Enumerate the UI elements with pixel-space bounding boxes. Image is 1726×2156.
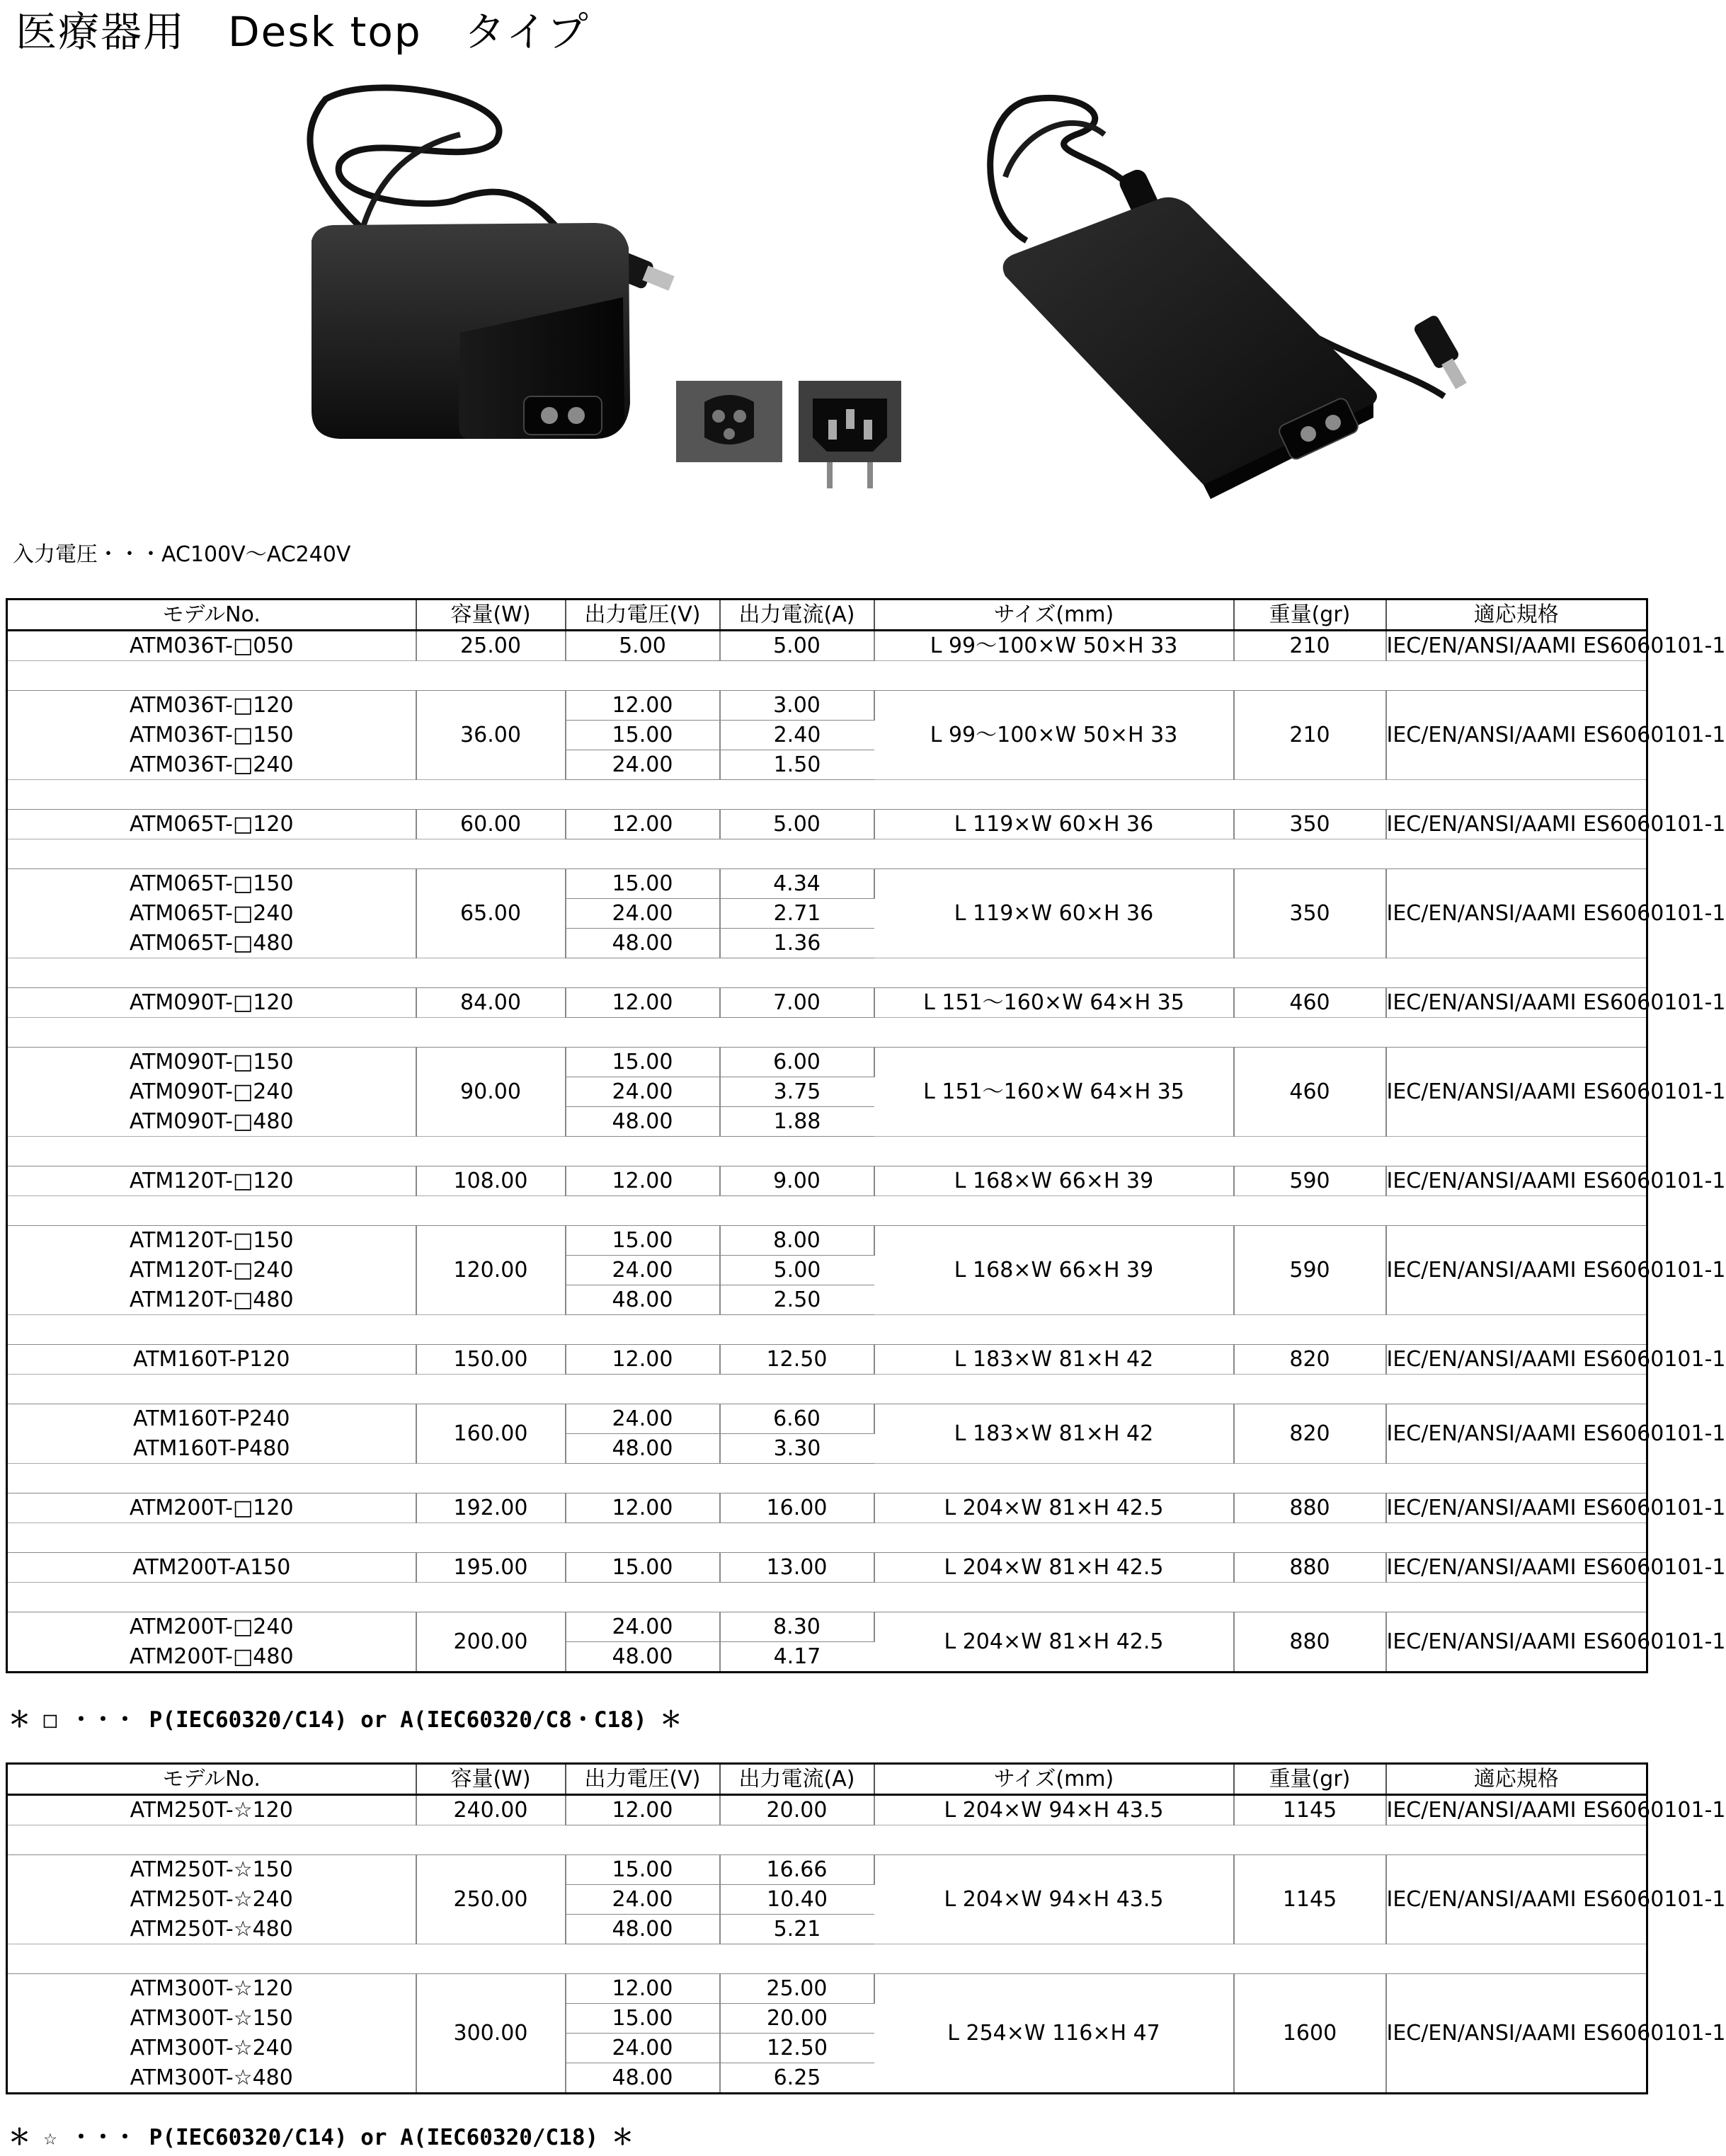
model-cell: ATM250T-☆240 (7, 1885, 416, 1915)
voltage-cell: 5.00 (566, 631, 720, 661)
current-cell: 4.34 (720, 869, 874, 899)
size-cell: L 168×W 66×H 39 (874, 1226, 1234, 1315)
capacity-cell: 160.00 (416, 1404, 566, 1464)
capacity-cell: 195.00 (416, 1553, 566, 1583)
spacer-row (7, 1196, 1647, 1226)
voltage-cell: 12.00 (566, 1795, 720, 1825)
header-model: モデルNo. (7, 600, 416, 631)
adapter-photo-small (290, 85, 729, 481)
capacity-cell: 120.00 (416, 1226, 566, 1315)
standard-cell: IEC/EN/ANSI/AAMI ES6060101-1 (1386, 1855, 1647, 1944)
standard-cell: IEC/EN/ANSI/AAMI ES6060101-1 (1386, 988, 1647, 1018)
size-cell: L 204×W 94×H 43.5 (874, 1855, 1234, 1944)
weight-cell: 590 (1234, 1226, 1386, 1315)
model-cell: ATM090T-□480 (7, 1107, 416, 1137)
voltage-cell: 12.00 (566, 810, 720, 839)
voltage-cell: 48.00 (566, 1285, 720, 1315)
spec-table-1 (6, 598, 1726, 1673)
current-cell: 8.30 (720, 1612, 874, 1642)
weight-cell: 350 (1234, 810, 1386, 839)
weight-cell: 880 (1234, 1612, 1386, 1673)
table-header-row (7, 1764, 1647, 1795)
voltage-cell: 48.00 (566, 929, 720, 958)
model-cell: ATM120T-□240 (7, 1256, 416, 1285)
current-cell: 12.50 (720, 2034, 874, 2063)
voltage-cell: 12.00 (566, 1166, 720, 1196)
model-cell: ATM120T-□150 (7, 1226, 416, 1256)
model-cell: ATM160T-P480 (7, 1434, 416, 1464)
current-cell: 7.00 (720, 988, 874, 1018)
voltage-cell: 24.00 (566, 750, 720, 780)
table-row (7, 1493, 1647, 1523)
model-cell: ATM065T-□480 (7, 929, 416, 958)
model-cell: ATM200T-□240 (7, 1612, 416, 1642)
table-row (7, 1226, 1647, 1256)
header-capacity: 容量(W) (416, 1764, 566, 1795)
model-cell: ATM036T-□150 (7, 721, 416, 750)
table-row (7, 1795, 1647, 1825)
model-cell: ATM300T-☆150 (7, 2004, 416, 2034)
size-cell: L 183×W 81×H 42 (874, 1345, 1234, 1375)
weight-cell: 350 (1234, 869, 1386, 958)
spacer-row (7, 661, 1647, 691)
voltage-cell: 24.00 (566, 1077, 720, 1107)
capacity-cell: 250.00 (416, 1855, 566, 1944)
current-cell: 3.00 (720, 691, 874, 721)
voltage-cell: 12.00 (566, 1974, 720, 2004)
current-cell: 2.50 (720, 1285, 874, 1315)
capacity-cell: 65.00 (416, 869, 566, 958)
model-cell: ATM036T-□050 (7, 631, 416, 661)
voltage-cell: 48.00 (566, 1642, 720, 1673)
current-cell: 1.88 (720, 1107, 874, 1137)
size-cell: L 119×W 60×H 36 (874, 869, 1234, 958)
capacity-cell: 240.00 (416, 1795, 566, 1825)
voltage-cell: 15.00 (566, 1855, 720, 1885)
voltage-cell: 24.00 (566, 899, 720, 929)
voltage-cell: 48.00 (566, 1107, 720, 1137)
standard-cell: IEC/EN/ANSI/AAMI ES6060101-1 (1386, 1166, 1647, 1196)
current-cell: 3.30 (720, 1434, 874, 1464)
table-row (7, 988, 1647, 1018)
spacer-row (7, 780, 1647, 810)
spacer-row (7, 1523, 1647, 1553)
voltage-cell: 48.00 (566, 1915, 720, 1944)
table-header-row (7, 600, 1647, 631)
voltage-cell: 15.00 (566, 2004, 720, 2034)
capacity-cell: 200.00 (416, 1612, 566, 1673)
current-cell: 4.17 (720, 1642, 874, 1673)
model-cell: ATM160T-P120 (7, 1345, 416, 1375)
current-cell: 16.66 (720, 1855, 874, 1885)
standard-cell: IEC/EN/ANSI/AAMI ES6060101-1 (1386, 1798, 1726, 1823)
model-cell: ATM090T-□240 (7, 1077, 416, 1107)
size-cell: L 204×W 81×H 42.5 (874, 1612, 1234, 1673)
voltage-cell: 24.00 (566, 1885, 720, 1915)
weight-cell: 820 (1234, 1404, 1386, 1464)
weight-cell: 1145 (1234, 1855, 1386, 1944)
spacer-row (7, 1375, 1647, 1404)
current-cell: 8.00 (720, 1226, 874, 1256)
current-cell: 20.00 (720, 2004, 874, 2034)
model-cell: ATM065T-□240 (7, 899, 416, 929)
capacity-cell: 192.00 (416, 1493, 566, 1523)
model-cell: ATM036T-□240 (7, 750, 416, 780)
size-cell: L 99～100×W 50×H 33 (874, 631, 1234, 661)
size-cell: L 254×W 116×H 47 (874, 1974, 1234, 2094)
model-cell: ATM250T-☆120 (7, 1795, 416, 1825)
capacity-cell: 108.00 (416, 1166, 566, 1196)
weight-cell: 1145 (1234, 1795, 1386, 1825)
standard-cell: IEC/EN/ANSI/AAMI ES6060101-1 (1386, 1048, 1647, 1137)
model-cell: ATM120T-□120 (7, 1166, 416, 1196)
model-cell: ATM036T-□120 (7, 691, 416, 721)
spacer-row (7, 1137, 1647, 1166)
spacer-row (7, 1825, 1647, 1855)
current-cell: 16.00 (720, 1493, 874, 1523)
size-cell: L 119×W 60×H 36 (874, 810, 1234, 839)
voltage-cell: 24.00 (566, 1612, 720, 1642)
table-row (7, 631, 1647, 661)
table-row (7, 810, 1647, 839)
spacer-row (7, 1018, 1647, 1048)
weight-cell: 210 (1234, 631, 1386, 661)
model-cell: ATM300T-☆120 (7, 1974, 416, 2004)
table-row (7, 1048, 1647, 1077)
header-weight: 重量(gr) (1234, 1764, 1386, 1795)
capacity-cell: 300.00 (416, 1974, 566, 2094)
model-cell: ATM160T-P240 (7, 1404, 416, 1434)
current-cell: 1.50 (720, 750, 874, 780)
capacity-cell: 36.00 (416, 691, 566, 780)
header-model: モデルNo. (7, 1764, 416, 1795)
page-title: 医療器用 Desk top タイプ (16, 8, 590, 56)
current-cell: 2.71 (720, 899, 874, 929)
size-cell: L 204×W 81×H 42.5 (874, 1493, 1234, 1523)
standard-cell: IEC/EN/ANSI/AAMI ES6060101-1 (1386, 1345, 1647, 1375)
voltage-cell: 48.00 (566, 2063, 720, 2094)
voltage-cell: 15.00 (566, 869, 720, 899)
size-cell: L 168×W 66×H 39 (874, 1166, 1234, 1196)
input-voltage-note: 入力電圧・・・AC100V～AC240V (13, 542, 351, 567)
table-row (7, 1166, 1647, 1196)
voltage-cell: 15.00 (566, 721, 720, 750)
header-output-voltage: 出力電圧(V) (566, 1764, 720, 1795)
capacity-cell: 25.00 (416, 631, 566, 661)
current-cell: 6.00 (720, 1048, 874, 1077)
capacity-cell: 60.00 (416, 810, 566, 839)
spacer-row (7, 839, 1647, 869)
table-row (7, 1974, 1647, 2004)
voltage-cell: 15.00 (566, 1048, 720, 1077)
capacity-cell: 150.00 (416, 1345, 566, 1375)
table-row (7, 1345, 1647, 1375)
standard-cell: IEC/EN/ANSI/AAMI ES6060101-1 (1386, 691, 1647, 780)
voltage-cell: 15.00 (566, 1553, 720, 1583)
current-cell: 13.00 (720, 1553, 874, 1583)
table-row (7, 1612, 1647, 1642)
spec-table-2 (6, 1762, 1726, 2094)
connector-c14-photo (799, 381, 901, 488)
current-cell: 12.50 (720, 1345, 874, 1375)
standard-cell: IEC/EN/ANSI/AAMI ES6060101-1 (1386, 1553, 1647, 1583)
adapter-photo-large (977, 92, 1501, 503)
model-cell: ATM300T-☆240 (7, 2034, 416, 2063)
spacer-row (7, 958, 1647, 988)
current-cell: 2.40 (720, 721, 874, 750)
header-size: サイズ(mm) (874, 1764, 1234, 1795)
model-cell: ATM200T-□480 (7, 1642, 416, 1673)
header-output-current: 出力電流(A) (720, 1764, 874, 1795)
weight-cell: 820 (1234, 1345, 1386, 1375)
standard-cell: IEC/EN/ANSI/AAMI ES6060101-1 (1386, 1404, 1647, 1464)
model-cell: ATM090T-□120 (7, 988, 416, 1018)
model-cell: ATM300T-☆480 (7, 2063, 416, 2094)
weight-cell: 210 (1234, 691, 1386, 780)
current-cell: 6.60 (720, 1404, 874, 1434)
header-weight: 重量(gr) (1234, 600, 1386, 631)
voltage-cell: 12.00 (566, 1345, 720, 1375)
weight-cell: 880 (1234, 1493, 1386, 1523)
current-cell: 9.00 (720, 1166, 874, 1196)
model-cell: ATM200T-□120 (7, 1493, 416, 1523)
header-standard: 適応規格 (1386, 1764, 1647, 1795)
table-row (7, 1404, 1647, 1434)
model-cell: ATM090T-□150 (7, 1048, 416, 1077)
weight-cell: 460 (1234, 1048, 1386, 1137)
current-cell: 5.21 (720, 1915, 874, 1944)
current-cell: 1.36 (720, 929, 874, 958)
standard-cell: IEC/EN/ANSI/AAMI ES6060101-1 (1386, 869, 1647, 958)
model-cell: ATM120T-□480 (7, 1285, 416, 1315)
weight-cell: 460 (1234, 988, 1386, 1018)
current-cell: 5.00 (720, 810, 874, 839)
standard-cell: IEC/EN/ANSI/AAMI ES6060101-1 (1386, 1974, 1647, 2094)
voltage-cell: 15.00 (566, 1226, 720, 1256)
size-cell: L 99～100×W 50×H 33 (874, 691, 1234, 780)
voltage-cell: 12.00 (566, 988, 720, 1018)
model-cell: ATM200T-A150 (7, 1553, 416, 1583)
weight-cell: 590 (1234, 1166, 1386, 1196)
voltage-cell: 24.00 (566, 1256, 720, 1285)
model-cell: ATM065T-□150 (7, 869, 416, 899)
table-row (7, 1855, 1647, 1885)
header-size: サイズ(mm) (874, 600, 1234, 631)
header-capacity: 容量(W) (416, 600, 566, 631)
capacity-cell: 90.00 (416, 1048, 566, 1137)
table-row (7, 1553, 1647, 1583)
header-standard: 適応規格 (1386, 600, 1647, 631)
connector-footnote-2: ＊ ☆ ・・・ P(IEC60320/C14) or A(IEC60320/C18) ＊ (8, 2125, 634, 2150)
table-row (7, 691, 1647, 721)
standard-cell: IEC/EN/ANSI/AAMI ES6060101-1 (1386, 1493, 1647, 1523)
current-cell: 25.00 (720, 1974, 874, 2004)
standard-cell: IEC/EN/ANSI/AAMI ES6060101-1 (1386, 1612, 1647, 1673)
current-cell: 5.00 (720, 631, 874, 661)
spacer-row (7, 1583, 1647, 1612)
table-row (7, 869, 1647, 899)
voltage-cell: 24.00 (566, 2034, 720, 2063)
size-cell: L 183×W 81×H 42 (874, 1404, 1234, 1464)
standard-cell: IEC/EN/ANSI/AAMI ES6060101-1 (1386, 1226, 1647, 1315)
size-cell: L 204×W 94×H 43.5 (874, 1795, 1234, 1825)
spacer-row (7, 1315, 1647, 1345)
voltage-cell: 48.00 (566, 1434, 720, 1464)
connector-footnote-1: ＊ □ ・・・ P(IEC60320/C14) or A(IEC60320/C8・C18) ＊ (8, 1707, 682, 1733)
weight-cell: 1600 (1234, 1974, 1386, 2094)
current-cell: 3.75 (720, 1077, 874, 1107)
current-cell: 10.40 (720, 1885, 874, 1915)
voltage-cell: 12.00 (566, 691, 720, 721)
current-cell: 20.00 (720, 1795, 874, 1825)
capacity-cell: 84.00 (416, 988, 566, 1018)
model-cell: ATM250T-☆480 (7, 1915, 416, 1944)
standard-cell: IEC/EN/ANSI/AAMI ES6060101-1 (1386, 810, 1647, 839)
voltage-cell: 12.00 (566, 1493, 720, 1523)
size-cell: L 151～160×W 64×H 35 (874, 1048, 1234, 1137)
model-cell: ATM250T-☆150 (7, 1855, 416, 1885)
weight-cell: 880 (1234, 1553, 1386, 1583)
header-output-voltage: 出力電圧(V) (566, 600, 720, 631)
standard-cell: IEC/EN/ANSI/AAMI ES6060101-1 (1386, 633, 1726, 658)
current-cell: 5.00 (720, 1256, 874, 1285)
current-cell: 6.25 (720, 2063, 874, 2094)
spacer-row (7, 1944, 1647, 1974)
header-output-current: 出力電流(A) (720, 600, 874, 631)
spacer-row (7, 1464, 1647, 1493)
model-cell: ATM065T-□120 (7, 810, 416, 839)
voltage-cell: 24.00 (566, 1404, 720, 1434)
size-cell: L 204×W 81×H 42.5 (874, 1553, 1234, 1583)
connector-c8-photo (676, 381, 782, 462)
size-cell: L 151～160×W 64×H 35 (874, 988, 1234, 1018)
